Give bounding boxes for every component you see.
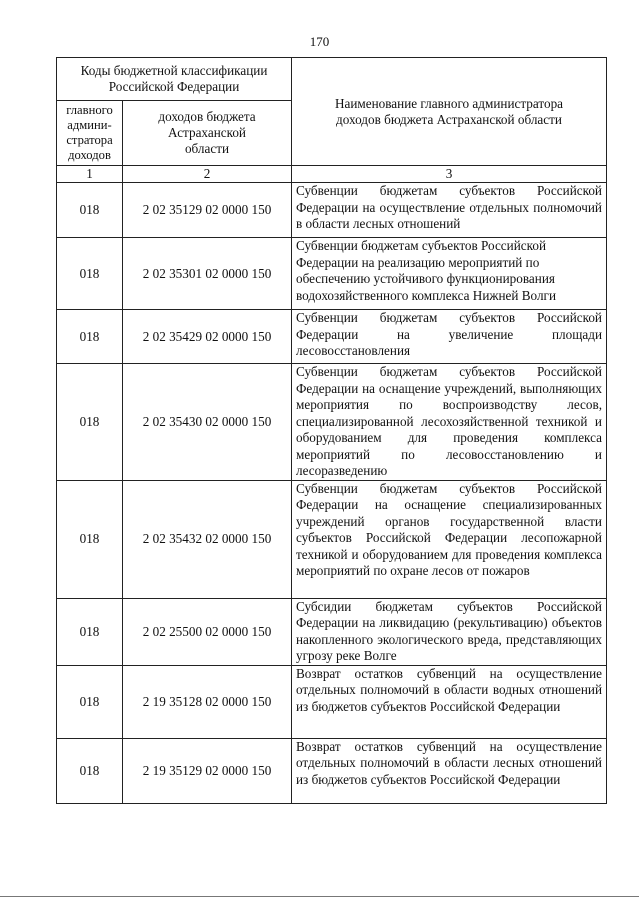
table-row <box>57 238 607 310</box>
admin-code-cell: 018 <box>57 238 123 310</box>
header-codes-group: Коды бюджетной классификации Российской Федерации <box>57 58 292 101</box>
budget-classification-table <box>56 57 607 804</box>
income-name-cell: Субвенции бюджетам субъектов Российской Федерации на оснащение специализированных учреждений органов государственной власти субъектов Российской Федерации лесопожарной техникой и оборудованием для проведения комплекса мероприятий по охране лесов от пожаров <box>292 480 607 598</box>
header-name-column: Наименование главного администратора доходов бюджета Астраханской области <box>292 58 607 166</box>
header-row-group <box>57 58 607 101</box>
income-name-cell: Субсидии бюджетам субъектов Российской Федерации на ликвидацию (рекультивацию) объектов накопленного экологического вреда, представляющих угрозу реке Волге <box>292 598 607 665</box>
admin-code-cell: 018 <box>57 183 123 238</box>
income-name-cell: Возврат остатков субвенций на осуществление отдельных полномочий в области лесных отношений из бюджетов субъектов Российской Федерации <box>292 738 607 803</box>
income-code-cell: 2 19 35128 02 0000 150 <box>123 665 292 738</box>
income-code-cell: 2 02 35301 02 0000 150 <box>123 238 292 310</box>
column-number-3: 3 <box>292 166 607 183</box>
income-name-cell: Возврат остатков субвенций на осуществление отдельных полномочий в области водных отношений из бюджетов субъектов Российской Федерации <box>292 665 607 738</box>
table-row <box>57 364 607 481</box>
income-name-cell: Субвенции бюджетам субъектов Российской Федерации на реализацию мероприятий по обеспечению устойчивого функционирования водохозяйственного комплекса Нижней Волги <box>292 238 607 310</box>
table-row <box>57 183 607 238</box>
admin-code-cell: 018 <box>57 310 123 364</box>
header-income-column: доходов бюджета Астраханской области <box>123 101 292 166</box>
table-row <box>57 310 607 364</box>
table-row <box>57 738 607 803</box>
admin-code-cell: 018 <box>57 738 123 803</box>
admin-code-cell: 018 <box>57 665 123 738</box>
page-number: 170 <box>309 34 330 49</box>
page-bottom-rule <box>0 896 639 897</box>
table-row <box>57 665 607 738</box>
income-code-cell: 2 19 35129 02 0000 150 <box>123 738 292 803</box>
column-number-1: 1 <box>57 166 123 183</box>
column-numbers-row <box>57 166 607 183</box>
column-number-2: 2 <box>123 166 292 183</box>
income-code-cell: 2 02 35129 02 0000 150 <box>123 183 292 238</box>
table-row <box>57 480 607 598</box>
header-admin-column: главного админи-стратора доходов <box>57 101 123 166</box>
admin-code-cell: 018 <box>57 364 123 481</box>
income-name-cell: Субвенции бюджетам субъектов Российской Федерации на осуществление отдельных полномочий в области лесных отношений <box>292 183 607 238</box>
income-code-cell: 2 02 35430 02 0000 150 <box>123 364 292 481</box>
income-code-cell: 2 02 25500 02 0000 150 <box>123 598 292 665</box>
income-name-cell: Субвенции бюджетам субъектов Российской Федерации на оснащение учреждений, выполняющих мероприятия по воспроизводству лесов, специализированной лесохозяйственной техникой и оборудованием для проведения комплекса мероприятий по лесовосстановлению и лесоразведению <box>292 364 607 481</box>
income-code-cell: 2 02 35432 02 0000 150 <box>123 480 292 598</box>
table-row <box>57 598 607 665</box>
admin-code-cell: 018 <box>57 480 123 598</box>
income-name-cell: Субвенции бюджетам субъектов Российской Федерации на увеличение площади лесовосстановления <box>292 310 607 364</box>
admin-code-cell: 018 <box>57 598 123 665</box>
income-code-cell: 2 02 35429 02 0000 150 <box>123 310 292 364</box>
